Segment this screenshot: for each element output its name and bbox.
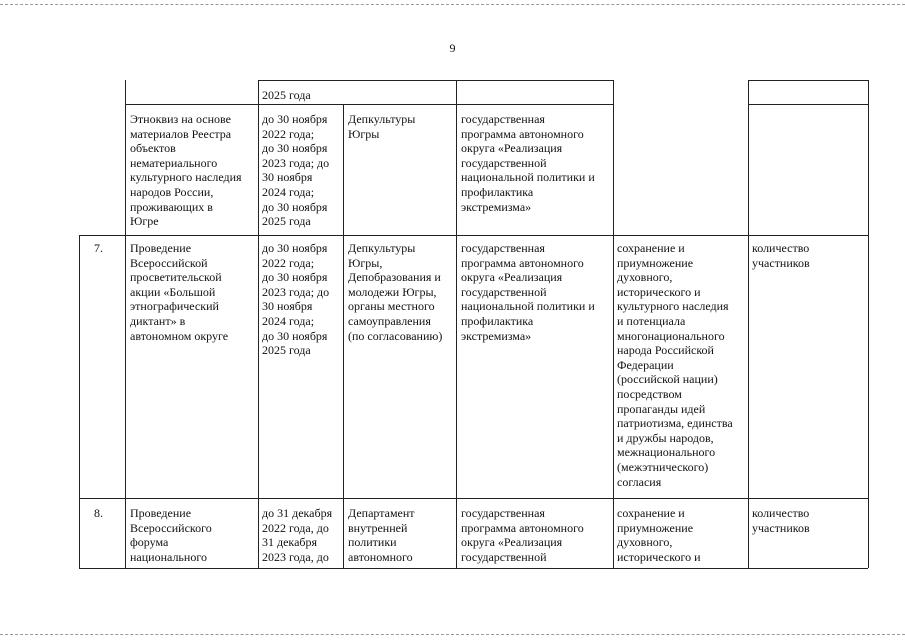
table-rule bbox=[258, 80, 259, 568]
table-rule bbox=[613, 80, 614, 568]
table-rule bbox=[258, 80, 613, 81]
cell-executor: Департамент внутренней политики автономного bbox=[348, 506, 415, 564]
table-rule bbox=[748, 104, 868, 105]
cell-event: Проведение Всероссийского форума национального bbox=[130, 506, 212, 564]
table-rule bbox=[125, 80, 126, 568]
table-rule bbox=[79, 235, 868, 236]
cell-row-number: 8. bbox=[94, 506, 103, 520]
page-number: 9 bbox=[449, 41, 456, 55]
cell-executor: Депкультуры Югры, Депобразования и молодежи Югры, органы местного самоуправления (по согласованию) bbox=[348, 241, 443, 343]
cell-deadline: до 30 ноября 2022 года; до 30 ноября 2023 года; до 30 ноября 2024 года; до 30 ноября 2025 года bbox=[262, 241, 330, 358]
cell-deadline: 2025 года bbox=[262, 88, 311, 102]
cell-purpose: сохранение и приумножение духовного, исторического и культурного наследия и потенциала многонационального народа Российской Федерации (российской нации) посредством пропаганды идей патриотизма, единства и дружбы народов, межнационального (межэтнического) согласия bbox=[617, 241, 733, 489]
table-rule bbox=[748, 80, 749, 568]
cell-indicator: количество участников bbox=[752, 506, 810, 535]
cell-indicator: количество участников bbox=[752, 241, 810, 270]
cell-source: государственная программа автономного округа «Реализация государственной национальной политики и профилактика экстремизма» bbox=[461, 112, 595, 214]
cell-deadline: до 30 ноября 2022 года; до 30 ноября 2023 года; до 30 ноября 2024 года; до 30 ноября 2025 года bbox=[262, 112, 330, 229]
table-rule bbox=[125, 104, 613, 105]
cell-event: Проведение Всероссийской просветительской акции «Большой этнографический диктант» в автономном округе bbox=[130, 241, 229, 343]
cell-deadline: до 31 декабря 2022 года, до 31 декабря 2023 года, до bbox=[262, 506, 333, 564]
cell-row-number: 7. bbox=[94, 241, 103, 255]
table-rule bbox=[456, 80, 457, 568]
table-rule bbox=[868, 80, 869, 568]
table-rule bbox=[748, 80, 868, 81]
table-rule bbox=[343, 104, 344, 568]
table-rule bbox=[79, 498, 868, 499]
cell-source: государственная программа автономного округа «Реализация государственной национальной политики и профилактика экстремизма» bbox=[461, 241, 595, 343]
cell-source: государственная программа автономного округа «Реализация государственной bbox=[461, 506, 584, 564]
table-rule bbox=[79, 568, 868, 569]
cell-executor: Депкультуры Югры bbox=[348, 112, 416, 141]
cell-purpose: сохранение и приумножение духовного, исторического и bbox=[617, 506, 701, 564]
cell-event: Этноквиз на основе материалов Реестра объектов нематериального культурного наследия народов России, проживающих в Югре bbox=[130, 112, 242, 229]
scan-edge-bottom bbox=[0, 634, 905, 635]
table-rule bbox=[79, 235, 80, 568]
